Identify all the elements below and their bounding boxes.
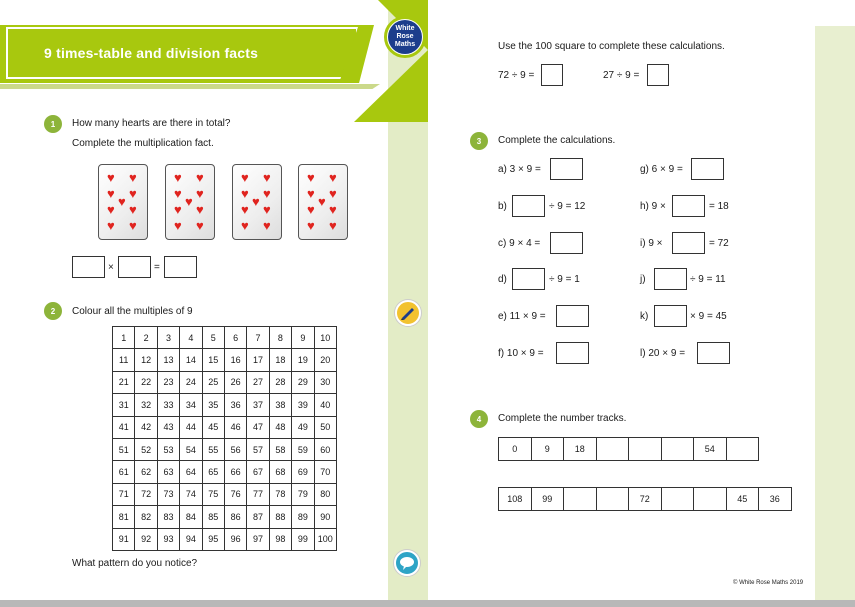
calc-72-div-9: 72 ÷ 9 =: [498, 70, 535, 81]
q3-f: f) 10 × 9 =: [498, 348, 544, 359]
number-track-cell: 45: [726, 488, 759, 511]
hundred-square-cell[interactable]: 98: [269, 528, 291, 550]
hundred-square-cell[interactable]: 94: [180, 528, 202, 550]
hundred-square-cell[interactable]: 81: [113, 506, 135, 528]
hundred-square-cell[interactable]: 62: [135, 461, 157, 483]
hundred-square-cell[interactable]: 72: [135, 483, 157, 505]
hundred-square-cell[interactable]: 29: [292, 371, 314, 393]
heart-icon: ♥: [318, 194, 326, 209]
heart-icon: ♥: [241, 186, 249, 201]
number-track-empty-cell[interactable]: [726, 438, 759, 461]
hundred-square-cell[interactable]: 44: [180, 416, 202, 438]
number-track-cell: 99: [531, 488, 564, 511]
q3-h-answer-box[interactable]: [672, 195, 705, 217]
hundred-square-cell[interactable]: 10: [314, 327, 336, 349]
heart-icon: ♥: [307, 202, 315, 217]
q3-d-answer-box[interactable]: [512, 268, 545, 290]
heart-icon: ♥: [107, 170, 115, 185]
hundred-square-cell[interactable]: 23: [157, 371, 179, 393]
q3-l-answer-box[interactable]: [697, 342, 730, 364]
hundred-square-cell[interactable]: 80: [314, 483, 336, 505]
hundred-square-cell[interactable]: 60: [314, 438, 336, 460]
q1-answer-box-2[interactable]: [118, 256, 151, 278]
hundred-square-cell[interactable]: 91: [113, 528, 135, 550]
heart-icon: ♥: [196, 218, 204, 233]
hundred-square-cell[interactable]: 1: [113, 327, 135, 349]
hundred-square-row: [113, 506, 337, 528]
hundred-square-cell[interactable]: 56: [224, 438, 246, 460]
hundred-square-row: [113, 416, 337, 438]
heart-icon: ♥: [329, 202, 337, 217]
card-1: [98, 164, 148, 240]
q3-h-label: h) 9 ×: [640, 201, 666, 212]
hundred-square-cell[interactable]: 12: [135, 349, 157, 371]
hundred-square-cell[interactable]: 34: [180, 394, 202, 416]
q3-a-answer-box[interactable]: [550, 158, 583, 180]
hundred-square-cell[interactable]: 70: [314, 461, 336, 483]
times-sign: ×: [108, 262, 114, 273]
heart-icon: ♥: [196, 202, 204, 217]
heart-icon: ♥: [263, 202, 271, 217]
heart-icon: ♥: [185, 194, 193, 209]
hundred-square-cell[interactable]: 86: [224, 506, 246, 528]
hundred-square-cell[interactable]: 100: [314, 528, 336, 550]
q3-prompt: Complete the calculations.: [498, 135, 616, 146]
hundred-square-cell[interactable]: 65: [202, 461, 224, 483]
hundred-square-cell[interactable]: 87: [247, 506, 269, 528]
number-track-empty-cell[interactable]: [661, 488, 694, 511]
q1-prompt-line2: Complete the multiplication fact.: [72, 138, 214, 149]
hundred-square-cell[interactable]: 77: [247, 483, 269, 505]
number-track-cell: 9: [531, 438, 564, 461]
hundred-square-cell[interactable]: 11: [113, 349, 135, 371]
copyright-text: © White Rose Maths 2019: [733, 580, 804, 586]
hundred-square-cell[interactable]: 61: [113, 461, 135, 483]
number-track-cell: 0: [499, 438, 532, 461]
hundred-square-cell[interactable]: 22: [135, 371, 157, 393]
hundred-square-cell[interactable]: 40: [314, 394, 336, 416]
number-track-cell: 36: [759, 488, 792, 511]
hundred-square-cell[interactable]: 76: [224, 483, 246, 505]
hundred-square-cell[interactable]: 32: [135, 394, 157, 416]
hundred-square-cell[interactable]: 64: [180, 461, 202, 483]
hundred-square-cell[interactable]: 2: [135, 327, 157, 349]
hundred-square-cell[interactable]: 16: [224, 349, 246, 371]
hundred-square-cell[interactable]: 96: [224, 528, 246, 550]
q3-a: a) 3 × 9 =: [498, 164, 541, 175]
hundred-square-cell[interactable]: 17: [247, 349, 269, 371]
hundred-square-row: [113, 394, 337, 416]
hundred-square-cell[interactable]: 43: [157, 416, 179, 438]
q3-j-answer-box[interactable]: [654, 268, 687, 290]
heart-icon: ♥: [307, 170, 315, 185]
hundred-square-cell[interactable]: 78: [269, 483, 291, 505]
heart-icon: ♥: [329, 186, 337, 201]
hundred-square-cell[interactable]: 20: [314, 349, 336, 371]
number-track-empty-cell[interactable]: [629, 438, 662, 461]
q3-c: c) 9 × 4 =: [498, 238, 541, 249]
hundred-square-cell[interactable]: 21: [113, 371, 135, 393]
heart-icon: ♥: [107, 202, 115, 217]
hundred-square-cell[interactable]: 35: [202, 394, 224, 416]
heart-icon: ♥: [174, 218, 182, 233]
hundred-square-cell[interactable]: 15: [202, 349, 224, 371]
header-shadow: [0, 84, 380, 89]
hundred-square-cell[interactable]: 8: [269, 327, 291, 349]
hundred-square-cell[interactable]: 93: [157, 528, 179, 550]
hundred-square-cell[interactable]: 55: [202, 438, 224, 460]
heart-icon: ♥: [107, 186, 115, 201]
number-track-empty-cell[interactable]: [564, 488, 597, 511]
hundred-square-cell[interactable]: 57: [247, 438, 269, 460]
hundred-square-cell[interactable]: 50: [314, 416, 336, 438]
hundred-square-cell[interactable]: 33: [157, 394, 179, 416]
hundred-square-cell[interactable]: 30: [314, 371, 336, 393]
hundred-square-cell[interactable]: 73: [157, 483, 179, 505]
hundred-square-cell[interactable]: 66: [224, 461, 246, 483]
q3-b-answer-box[interactable]: [512, 195, 545, 217]
heart-icon: ♥: [129, 202, 137, 217]
q3-j-after: ÷ 9 = 11: [690, 274, 726, 285]
hundred-square-cell[interactable]: 6: [224, 327, 246, 349]
heart-icon: ♥: [329, 218, 337, 233]
hundred-square-cell[interactable]: 46: [224, 416, 246, 438]
hundred-square-cell[interactable]: 59: [292, 438, 314, 460]
number-track-empty-cell[interactable]: [596, 488, 629, 511]
hundred-square-cell[interactable]: 24: [180, 371, 202, 393]
q3-g-answer-box[interactable]: [691, 158, 724, 180]
calc2-answer-box[interactable]: [647, 64, 669, 86]
hundred-square-cell[interactable]: 54: [180, 438, 202, 460]
q3-h-after: = 18: [709, 201, 729, 212]
hundred-square-cell[interactable]: 99: [292, 528, 314, 550]
q3-e: e) 11 × 9 =: [498, 311, 546, 322]
hundred-square-cell[interactable]: 42: [135, 416, 157, 438]
hundred-square-cell[interactable]: 7: [247, 327, 269, 349]
hundred-square-cell[interactable]: 67: [247, 461, 269, 483]
heart-icon: ♥: [329, 170, 337, 185]
hundred-square-cell[interactable]: 82: [135, 506, 157, 528]
hundred-square-cell[interactable]: 79: [292, 483, 314, 505]
number-track-cell: 108: [499, 488, 532, 511]
hundred-square-row: [113, 349, 337, 371]
hundred-square-cell[interactable]: 51: [113, 438, 135, 460]
hundred-square-cell[interactable]: 83: [157, 506, 179, 528]
right-margin-strip: [815, 26, 855, 607]
number-track-cell: 72: [629, 488, 662, 511]
hundred-square-cell[interactable]: 85: [202, 506, 224, 528]
hundred-square-cell[interactable]: 47: [247, 416, 269, 438]
hundred-square-cell[interactable]: 5: [202, 327, 224, 349]
playing-cards: [98, 164, 350, 242]
heart-icon: ♥: [307, 186, 315, 201]
q3-c-answer-box[interactable]: [550, 232, 583, 254]
hundred-square-cell[interactable]: 95: [202, 528, 224, 550]
hundred-square-cell[interactable]: 74: [180, 483, 202, 505]
speech-bubble-icon: [394, 550, 420, 576]
heart-icon: ♥: [252, 194, 260, 209]
hundred-square-cell[interactable]: 3: [157, 327, 179, 349]
q1-answer-box-1[interactable]: [72, 256, 105, 278]
hundred-square-cell[interactable]: 84: [180, 506, 202, 528]
hundred-square-cell[interactable]: 27: [247, 371, 269, 393]
heart-icon: ♥: [174, 186, 182, 201]
q3-l: l) 20 × 9 =: [640, 348, 686, 359]
q3-b-after: ÷ 9 = 12: [549, 201, 586, 212]
hundred-square: [112, 326, 337, 551]
white-rose-logo: [384, 16, 426, 58]
card-2: [165, 164, 215, 240]
hundred-square-cell[interactable]: 89: [292, 506, 314, 528]
number-track-empty-cell[interactable]: [596, 438, 629, 461]
q3-b-label: b): [498, 201, 507, 212]
hundred-square-cell[interactable]: 31: [113, 394, 135, 416]
number-track-empty-cell[interactable]: [694, 488, 727, 511]
calc-27-div-9: 27 ÷ 9 =: [603, 70, 640, 81]
heart-icon: ♥: [129, 218, 137, 233]
heart-icon: ♥: [107, 218, 115, 233]
number-track-1: [498, 437, 759, 461]
hundred-square-cell[interactable]: 18: [269, 349, 291, 371]
hundred-square-cell[interactable]: 38: [269, 394, 291, 416]
hundred-square-cell[interactable]: 45: [202, 416, 224, 438]
question-1-badge: 1: [44, 115, 62, 133]
heart-icon: ♥: [129, 170, 137, 185]
number-track-row: [499, 488, 792, 511]
number-track-cell: 54: [694, 438, 727, 461]
hundred-square-row: [113, 438, 337, 460]
heart-icon: ♥: [263, 170, 271, 185]
heart-icon: ♥: [174, 202, 182, 217]
heart-icon: ♥: [196, 186, 204, 201]
hundred-square-cell[interactable]: 26: [224, 371, 246, 393]
bottom-bar: [0, 600, 855, 607]
intro-text: Use the 100 square to complete these calculations.: [498, 41, 725, 52]
hundred-square-cell[interactable]: 14: [180, 349, 202, 371]
q3-i-label: i) 9 ×: [640, 238, 663, 249]
hundred-square-row: [113, 327, 337, 349]
hundred-square-cell[interactable]: 90: [314, 506, 336, 528]
hundred-square-cell[interactable]: 97: [247, 528, 269, 550]
question-4-badge: 4: [470, 410, 488, 428]
heart-icon: ♥: [196, 170, 204, 185]
hundred-square-cell[interactable]: 69: [292, 461, 314, 483]
question-2-badge: 2: [44, 302, 62, 320]
equals-sign: =: [154, 262, 160, 273]
card-4: [298, 164, 348, 240]
heart-icon: ♥: [118, 194, 126, 209]
q3-g: g) 6 × 9 =: [640, 164, 683, 175]
hundred-square-cell[interactable]: 49: [292, 416, 314, 438]
hundred-square-cell[interactable]: 48: [269, 416, 291, 438]
hundred-square-cell[interactable]: 19: [292, 349, 314, 371]
hundred-square-row: [113, 371, 337, 393]
heart-icon: ♥: [241, 218, 249, 233]
page-title: 9 times-table and division facts: [44, 45, 259, 61]
heart-icon: ♥: [263, 186, 271, 201]
number-track-row: [499, 438, 759, 461]
heart-icon: ♥: [241, 170, 249, 185]
hundred-square-cell[interactable]: 58: [269, 438, 291, 460]
q3-k-label: k): [640, 311, 649, 322]
hundred-square-row: [113, 483, 337, 505]
hundred-square-cell[interactable]: 39: [292, 394, 314, 416]
hundred-square-cell[interactable]: 37: [247, 394, 269, 416]
hundred-square-cell[interactable]: 9: [292, 327, 314, 349]
hundred-square-cell[interactable]: 88: [269, 506, 291, 528]
hundred-square-cell[interactable]: 41: [113, 416, 135, 438]
hundred-square-cell[interactable]: 25: [202, 371, 224, 393]
hundred-square-row: [113, 528, 337, 550]
pattern-question: What pattern do you notice?: [72, 558, 198, 569]
q3-d-after: ÷ 9 = 1: [549, 274, 580, 285]
hundred-square-cell[interactable]: 4: [180, 327, 202, 349]
hundred-square-cell[interactable]: 92: [135, 528, 157, 550]
hundred-square-cell[interactable]: 53: [157, 438, 179, 460]
heart-icon: ♥: [307, 218, 315, 233]
q3-j-label: j): [640, 274, 646, 285]
hundred-square-cell[interactable]: 75: [202, 483, 224, 505]
hundred-square-cell[interactable]: 13: [157, 349, 179, 371]
hundred-square-cell[interactable]: 28: [269, 371, 291, 393]
q2-prompt: Colour all the multiples of 9: [72, 306, 193, 317]
card-3: [232, 164, 282, 240]
number-track-cell: 18: [564, 438, 597, 461]
q1-prompt-line1: How many hearts are there in total?: [72, 118, 231, 129]
hundred-square-cell[interactable]: 52: [135, 438, 157, 460]
q3-i-answer-box[interactable]: [672, 232, 705, 254]
q3-f-answer-box[interactable]: [556, 342, 589, 364]
q1-answer-box-3[interactable]: [164, 256, 197, 278]
q3-e-answer-box[interactable]: [556, 305, 589, 327]
calc1-answer-box[interactable]: [541, 64, 563, 86]
q3-d-label: d): [498, 274, 507, 285]
q3-k-after: × 9 = 45: [690, 311, 727, 322]
heart-icon: ♥: [241, 202, 249, 217]
hundred-square-cell[interactable]: 71: [113, 483, 135, 505]
number-track-2: [498, 487, 792, 511]
hundred-square-cell[interactable]: 68: [269, 461, 291, 483]
question-3-badge: 3: [470, 132, 488, 150]
hundred-square-cell[interactable]: 36: [224, 394, 246, 416]
number-track-empty-cell[interactable]: [661, 438, 694, 461]
pencil-icon: [395, 300, 421, 326]
hundred-square-cell[interactable]: 63: [157, 461, 179, 483]
logo-text: White Rose Maths: [388, 20, 422, 54]
q3-k-answer-box[interactable]: [654, 305, 687, 327]
heart-icon: ♥: [263, 218, 271, 233]
heart-icon: ♥: [174, 170, 182, 185]
heart-icon: ♥: [129, 186, 137, 201]
q4-prompt: Complete the number tracks.: [498, 413, 627, 424]
hundred-square-row: [113, 461, 337, 483]
q3-i-after: = 72: [709, 238, 729, 249]
